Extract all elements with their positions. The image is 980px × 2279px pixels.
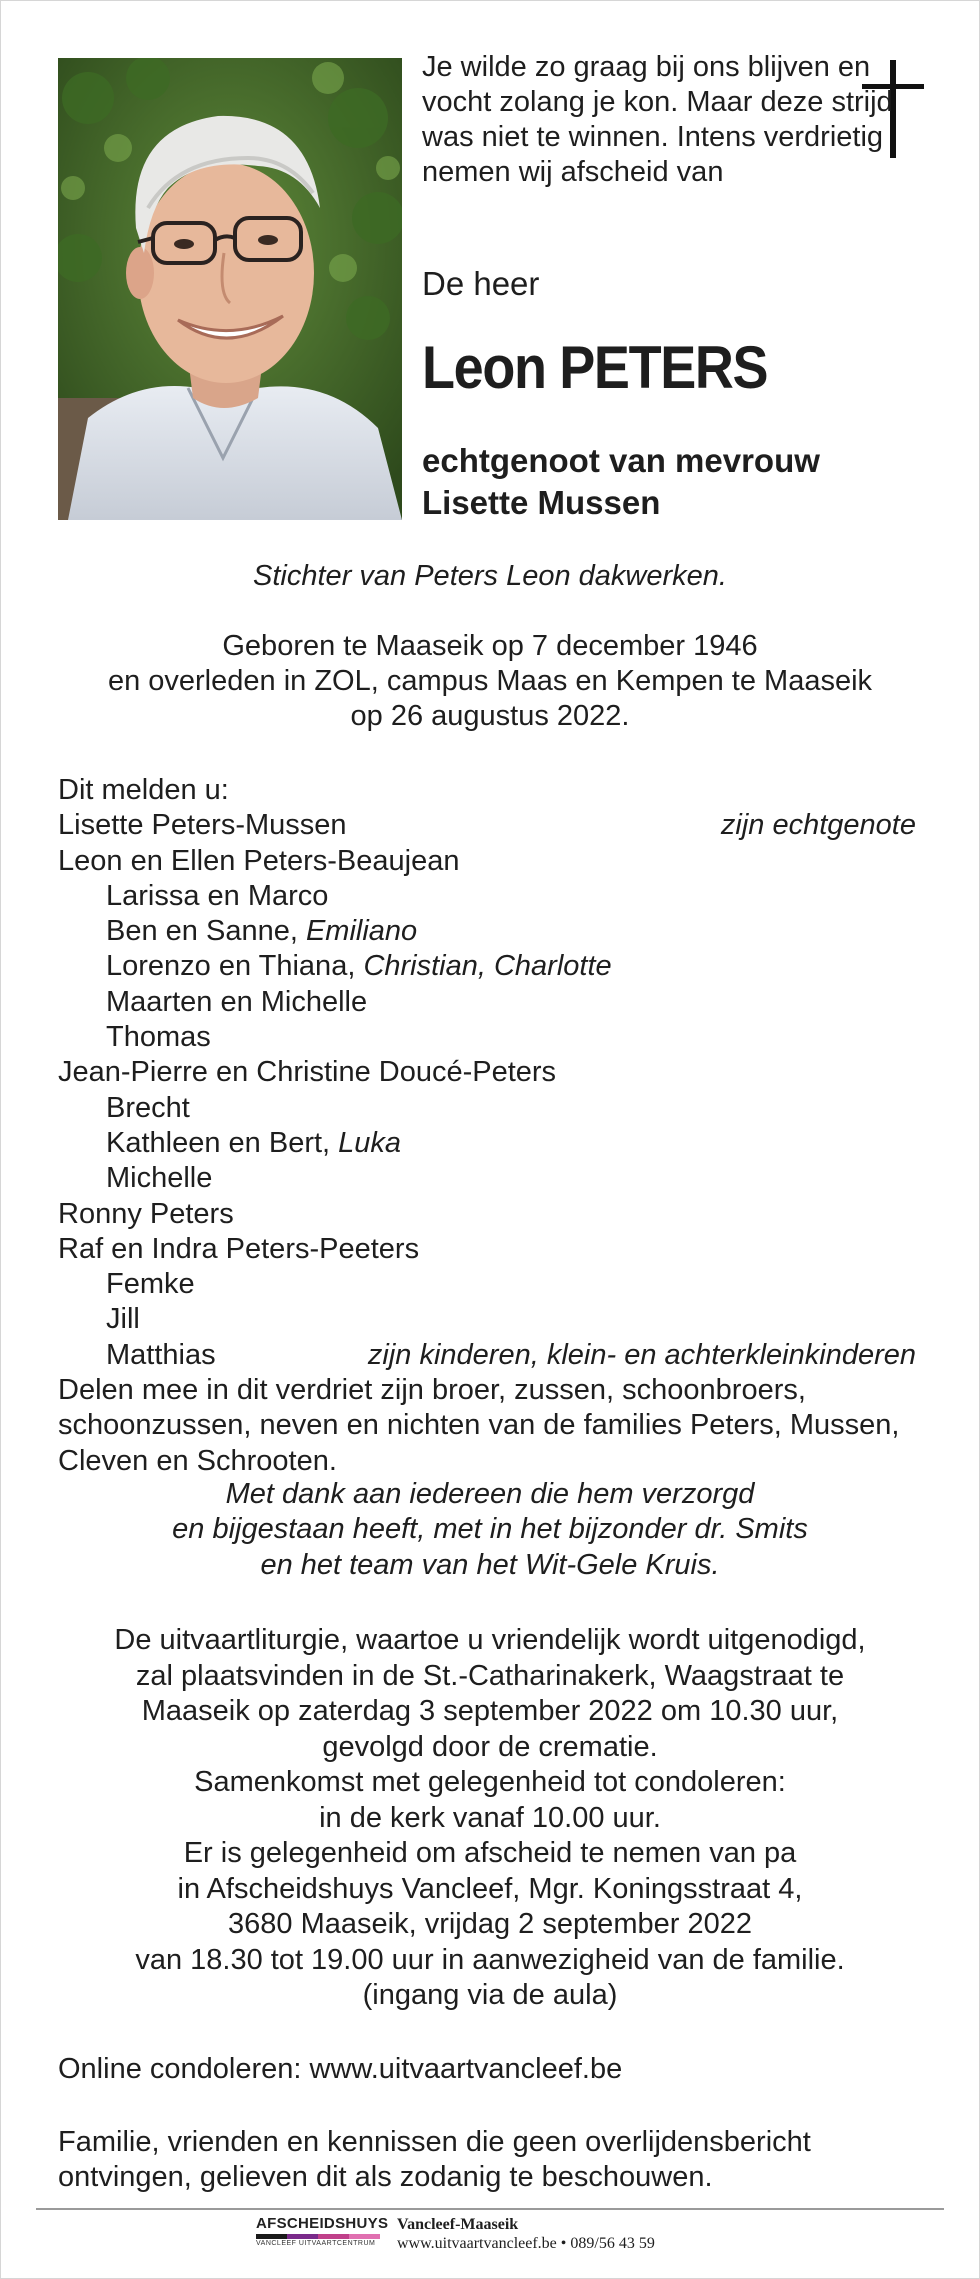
family-list <box>58 773 916 1479</box>
grandchild-row: Femke <box>106 1268 195 1301</box>
ceremony-line: gevolgd door de crematie. <box>322 1730 658 1763</box>
great-grandchild-names: Christian, Charlotte <box>363 950 612 983</box>
ceremony-line: (ingang via de aula) <box>362 1979 618 2011</box>
spouse-role: zijn echtgenote <box>720 809 916 842</box>
grandchild-row: Jill <box>106 1303 140 1336</box>
thanks-note <box>0 1477 980 1583</box>
logo-bar-segment <box>287 2234 318 2239</box>
logo-bar-segment <box>318 2234 349 2239</box>
birth-death-dates <box>0 629 980 734</box>
grandchild-names: Matthias <box>106 1338 216 1371</box>
spouse-line-2: Lisette Mussen <box>422 484 661 521</box>
ceremony-line: in de kerk vanaf 10.00 uur. <box>319 1801 661 1834</box>
spouse-line-1: echtgenoot van mevrouw <box>422 442 820 479</box>
child-row: Raf en Indra Peters-Peeters <box>58 1232 420 1265</box>
grandchild-row: Michelle <box>106 1162 213 1195</box>
thanks-line-2: en bijgestaan heeft, met in het bijzonder dr. Smits <box>172 1513 808 1546</box>
thanks-line-1: Met dank aan iedereen die hem verzorgd <box>225 1478 755 1510</box>
children-role: zijn kinderen, klein- en achterkleinkinderen <box>367 1338 916 1371</box>
funeral-home-contact <box>397 2215 655 2253</box>
spouse-line <box>422 440 820 524</box>
intro-verse: Je wilde zo graag bij ons blijven en vocht zolang je kon. Maar deze strijd was niet te winnen. Intens verdrietig nemen wij afscheid van <box>422 51 893 188</box>
grandchild-row <box>58 949 916 984</box>
deceased-name: Leon PETERS <box>422 334 768 401</box>
portrait-photo <box>58 58 402 520</box>
child-row: Leon en Ellen Peters-Beaujean <box>58 844 460 877</box>
birth-line-3: op 26 augustus 2022. <box>350 700 630 732</box>
great-grandchild-names: Emiliano <box>305 915 418 948</box>
spouse-row <box>58 808 916 843</box>
birth-line-1: Geboren te Maaseik op 7 december 1946 <box>222 630 758 662</box>
child-row: Jean-Pierre en Christine Doucé-Peters <box>58 1056 557 1089</box>
ceremony-line: in Afscheidshuys Vancleef, Mgr. Koningsstraat 4, <box>177 1872 803 1905</box>
footer-divider <box>36 2208 944 2210</box>
grandchild-row <box>58 914 916 949</box>
logo-subtitle: VANCLEEF UITVAARTCENTRUM <box>256 2240 376 2247</box>
spouse-name: Lisette Peters-Mussen <box>58 809 347 842</box>
notification-note: Familie, vrienden en kennissen die geen overlijdensbericht ontvingen, gelieven dit als zodanig te beschouwen. <box>58 2126 811 2193</box>
grandchild-row: Larissa en Marco <box>106 879 329 912</box>
ceremony-details <box>0 1623 980 2014</box>
ceremony-line: zal plaatsvinden in de St.-Catharinakerk, Waagstraat te <box>135 1659 845 1692</box>
grandchild-row: Brecht <box>106 1091 190 1124</box>
founder-note: Stichter van Peters Leon dakwerken. <box>253 560 727 592</box>
birth-line-2: en overleden in ZOL, campus Maas en Kempen te Maaseik <box>107 665 873 697</box>
ceremony-line: Samenkomst met gelegenheid tot condoleren: <box>194 1766 786 1798</box>
grandchild-names: Lorenzo en Thiana, <box>106 950 364 983</box>
grandchild-row <box>58 1338 916 1373</box>
ceremony-line: De uitvaartliturgie, waartoe u vriendelijk wordt uitgenodigd, <box>114 1624 866 1656</box>
online-condolences: Online condoleren: www.uitvaartvancleef.be <box>58 2053 623 2085</box>
honorific: De heer <box>422 265 540 302</box>
firm-contact: www.uitvaartvancleef.be • 089/56 43 59 <box>397 2235 655 2252</box>
thanks-line-3: en het team van het Wit-Gele Kruis. <box>260 1548 720 1581</box>
logo-bar-segment <box>256 2234 287 2239</box>
shared-grief: Delen mee in dit verdriet zijn broer, zussen, schoonbroers, schoonzussen, neven en nichten van de families Peters, Mussen, Cleven en Schrooten. <box>58 1374 900 1477</box>
ceremony-line: van 18.30 tot 19.00 uur in aanwezigheid van de familie. <box>135 1943 845 1976</box>
funeral-home-logo <box>256 2215 389 2256</box>
firm-name: Vancleef-Maaseik <box>397 2216 519 2233</box>
grandchild-row: Maarten en Michelle <box>106 985 368 1018</box>
ceremony-line: 3680 Maaseik, vrijdag 2 september 2022 <box>228 1908 752 1940</box>
ceremony-line: Maaseik op zaterdag 3 september 2022 om 10.30 uur, <box>141 1695 839 1727</box>
great-grandchild-names: Luka <box>338 1126 402 1159</box>
logo-wordmark: AFSCHEIDSHUYS <box>256 2215 389 2232</box>
child-row: Ronny Peters <box>58 1197 234 1230</box>
grandchild-row <box>58 1126 916 1161</box>
grandchild-names: Kathleen en Bert, <box>106 1126 339 1159</box>
ceremony-line: Er is gelegenheid om afscheid te nemen van pa <box>183 1837 797 1869</box>
grandchild-names: Ben en Sanne, <box>106 915 306 948</box>
family-intro: Dit melden u: <box>58 774 229 806</box>
grandchild-row: Thomas <box>106 1021 211 1054</box>
logo-color-bar <box>256 2234 380 2239</box>
logo-bar-segment <box>349 2234 380 2239</box>
